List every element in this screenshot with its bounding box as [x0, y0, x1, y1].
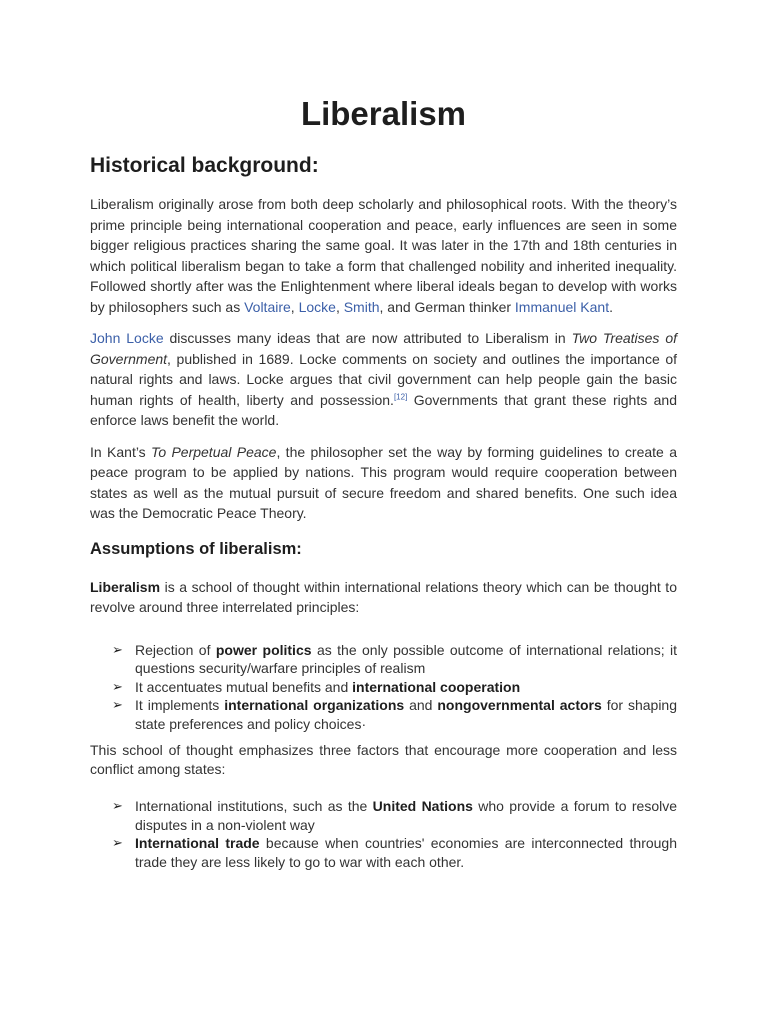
section-heading-assumptions: Assumptions of liberalism:	[90, 539, 302, 558]
factors-list	[90, 797, 677, 871]
paragraph-john-locke: John Locke discusses many ideas that are now attributed to Liberalism in Two Treatises of Government, published in 1689. Locke comments on society and outlines the importance of natural rights and laws. Locke argues that civil government can help people gain the basic human rights of health, liberty and possession.[12] Governments that grant these rights and enforce laws benefit the world.	[90, 330, 677, 428]
principles-list	[90, 641, 677, 734]
arrow-bullet-icon: ➢	[112, 835, 123, 850]
citation-link[interactable]: [12]	[393, 391, 408, 401]
paragraph-kant: In Kant’s To Perpetual Peace, the philosopher set the way by forming guidelines to create a peace program to be applied by nations. This program would require cooperation between states as well as the mutual pursuit of secure freedom and shared benefits. One such idea was the Democratic Peace Theory.	[90, 443, 677, 521]
link-john-locke[interactable]: John Locke	[90, 330, 164, 346]
paragraph-liberalism-definition: Liberalism is a school of thought within international relations theory which can be thought to revolve around three interrelated principles:	[90, 578, 677, 615]
list-item: ➢ It accentuates mutual benefits and international cooperation	[112, 678, 521, 695]
arrow-bullet-icon: ➢	[112, 697, 123, 712]
list-item: ➢ Rejection of power politics as the only possible outcome of international relations; it questions security/warfare principles of realism	[112, 641, 677, 676]
section-heading-historical-background: Historical background:	[90, 154, 319, 177]
arrow-bullet-icon: ➢	[112, 678, 123, 694]
link-locke[interactable]: Locke	[298, 298, 336, 315]
list-item: ➢ International institutions, such as the United Nations who provide a forum to resolve disputes in a non-violent way	[112, 798, 678, 833]
list-item: ➢ International trade because when countries' economies are interconnected through trade they are less likely to go to war with each other.	[112, 835, 677, 870]
link-voltaire[interactable]: Voltaire	[244, 298, 291, 315]
book-title-perpetual-peace: To Perpetual Peace	[151, 443, 277, 460]
arrow-bullet-icon: ➢	[112, 641, 123, 657]
document-title: Liberalism	[300, 95, 467, 132]
paragraph-three-factors: This school of thought emphasizes three factors that encourage more cooperation and less conflict among states:	[90, 742, 677, 777]
paragraph-origins: Liberalism originally arose from both deep scholarly and philosophical roots. With the theory’s prime principle being international cooperation and peace, early influences are seen in some bigger religious practices sharing the same goal. It was later in the 17th and 18th centuries in which political liberalism began to take a form that challenged nobility and inherited inequality. Followed shortly after was the Enlightenment where liberal ideals began to develop with works by philosophers such as Voltaire, Locke, Smith, and German thinker Immanuel Kant.	[90, 196, 677, 315]
document-content	[90, 92, 677, 879]
list-item: ➢ It implements international organizations and nongovernmental actors for shaping state preferences and policy choices·	[112, 697, 678, 732]
link-smith[interactable]: Smith	[343, 298, 380, 315]
link-immanuel-kant[interactable]: Immanuel Kant	[514, 298, 610, 315]
arrow-bullet-icon: ➢	[112, 798, 123, 813]
book-title-two-treatises: Two Treatises of Government	[90, 330, 677, 367]
